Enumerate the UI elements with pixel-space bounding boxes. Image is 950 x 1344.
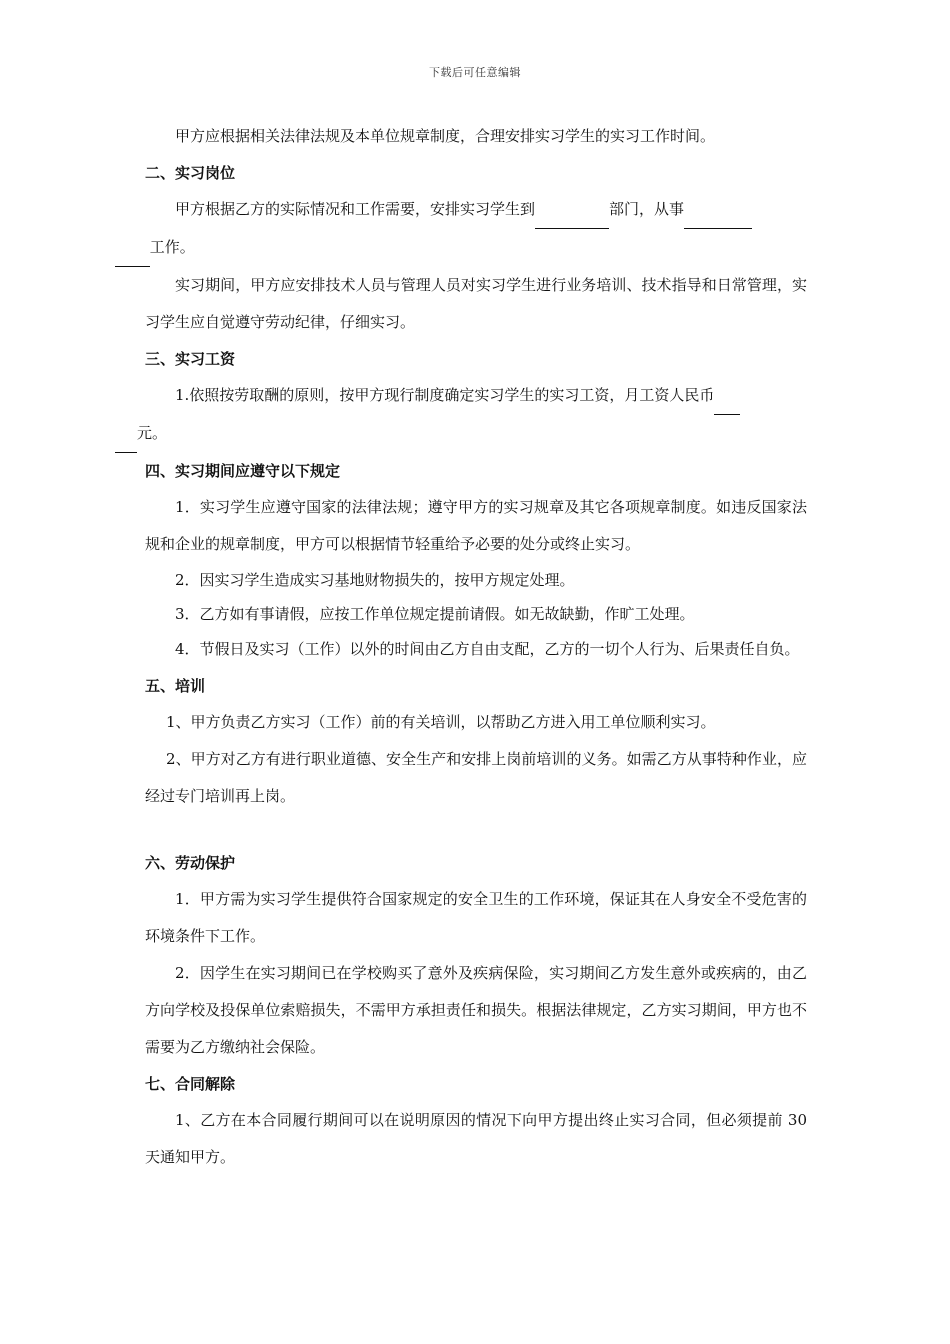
post-text-c: 工作。 — [149, 238, 195, 256]
section-heading-2: 二、实习岗位 — [145, 164, 236, 182]
protection-2: 2．因学生在实习期间已在学校购买了意外及疾病保险，实习期间乙方发生意外或疾病的，由乙方向学校及投保单位索赔损失，不需甲方承担责任和损失。根据法律规定，乙方实习期间，甲方也不需要为乙方缴纳社会保险。 — [145, 964, 807, 1056]
training-1: 1、甲方负责乙方实习（工作）前的有关培训，以帮助乙方进入用工单位顺利实习。 — [166, 713, 716, 731]
section-heading-6: 六、劳动保护 — [145, 854, 236, 872]
wage-blank-cont — [115, 415, 137, 453]
protection-1: 1．甲方需为实习学生提供符合国家规定的安全卫生的工作环境，保证其在人身安全不受危害的环境条件下工作。 — [145, 890, 807, 945]
section-heading-3: 三、实习工资 — [145, 350, 236, 368]
page-header: 下载后可任意编辑 — [429, 66, 521, 79]
section-heading-4: 四、实习期间应遵守以下规定 — [145, 462, 341, 480]
paragraph-work-time: 甲方应根据相关法律法规及本单位规章制度，合理安排实习学生的实习工作时间。 — [175, 127, 716, 145]
job-blank-cont — [115, 229, 150, 267]
section-heading-5: 五、培训 — [145, 677, 206, 695]
rule-2: 2．因实习学生造成实习基地财物损失的，按甲方规定处理。 — [175, 571, 575, 589]
wage-text-b: 元。 — [137, 424, 168, 442]
department-blank — [535, 191, 609, 229]
post-text-b: 部门，从事 — [609, 200, 685, 218]
rule-4: 4．节假日及实习（工作）以外的时间由乙方自由支配，乙方的一切个人行为、后果责任自负。 — [175, 640, 800, 658]
paragraph-post-2: 实习期间，甲方应安排技术人员与管理人员对实习学生进行业务培训、技术指导和日常管理，实习学生应自觉遵守劳动纪律，仔细实习。 — [145, 276, 807, 331]
wage-blank — [714, 377, 740, 415]
paragraph-wage — [137, 377, 807, 453]
training-2: 2、甲方对乙方有进行职业道德、安全生产和安排上岗前培训的义务。如需乙方从事特种作业，应经过专门培训再上岗。 — [145, 750, 807, 805]
rule-3: 3．乙方如有事请假，应按工作单位规定提前请假。如无故缺勤，作旷工处理。 — [175, 605, 695, 623]
wage-text-a: 1.依照按劳取酬的原则，按甲方现行制度确定实习学生的实习工资，月工资人民币 — [175, 386, 715, 404]
rule-1: 1．实习学生应遵守国家的法律法规；遵守甲方的实习规章及其它各项规章制度。如违反国家法规和企业的规章制度，甲方可以根据情节轻重给予必要的处分或终止实习。 — [145, 498, 807, 553]
section-heading-7: 七、合同解除 — [145, 1075, 236, 1093]
paragraph-post — [145, 191, 807, 267]
document-body — [137, 118, 807, 1176]
post-text-a: 甲方根据乙方的实际情况和工作需要，安排实习学生到 — [175, 200, 536, 218]
termination-1: 1、乙方在本合同履行期间可以在说明原因的情况下向甲方提出终止实习合同，但必须提前 30 天通知甲方。 — [145, 1111, 807, 1166]
job-blank — [684, 191, 752, 229]
